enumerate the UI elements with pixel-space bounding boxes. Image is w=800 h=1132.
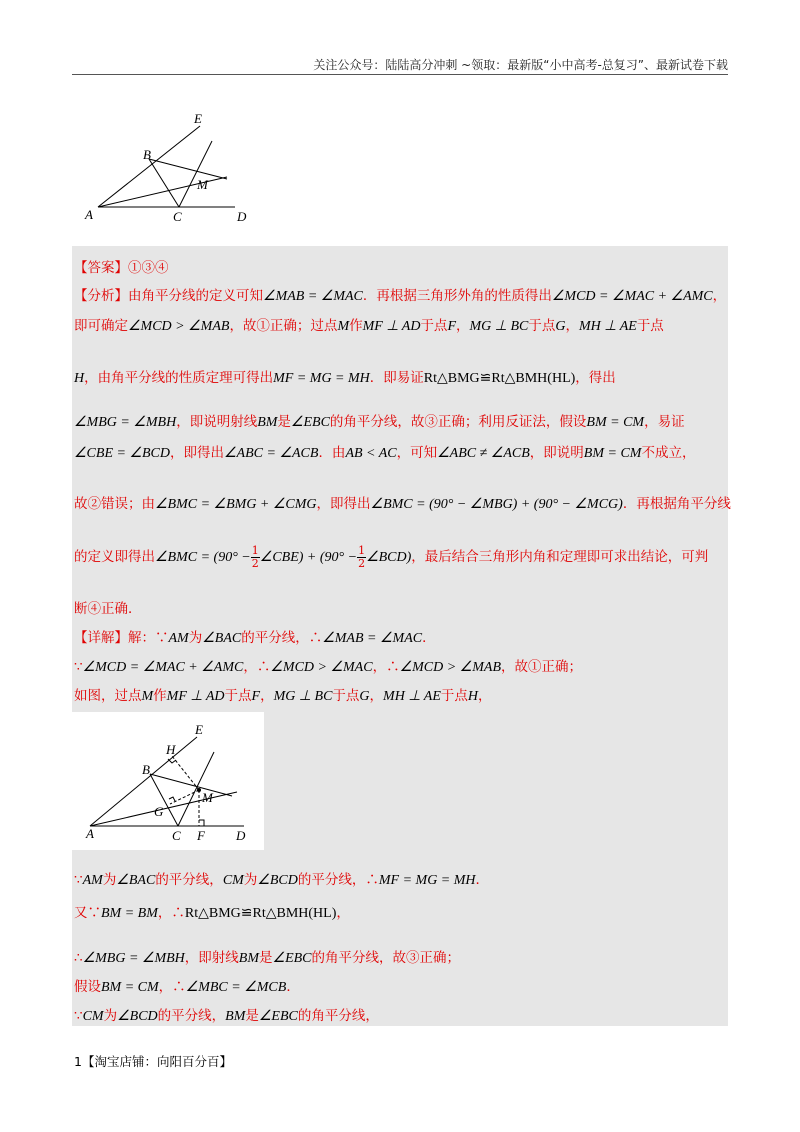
right-angle-f: [199, 820, 204, 826]
label-a: A: [85, 207, 93, 222]
label-b: B: [143, 147, 151, 162]
answer-value: ①③④: [128, 260, 169, 276]
figure-1-svg: [80, 105, 280, 230]
label-a: A: [86, 826, 94, 841]
detail-line-6: ∴∠MBG = ∠MBH，即射线BM是∠EBC的角平分线，故③正确；: [74, 950, 461, 966]
label-m: M: [197, 177, 208, 192]
detail-line-4: ∵AM为∠BAC的平分线，CM为∠BCD的平分线，∴MF = MG = MH．: [74, 872, 490, 888]
detail-line-2: ∵∠MCD = ∠MAC + ∠AMC，∴∠MCD > ∠MAC，∴∠MCD > ∠MAB，故①正确；: [74, 659, 583, 675]
analysis-line-2: 即可确定∠MCD > ∠MAB，故①正确；过点M作MF ⊥ AD于点F，MG ⊥ BC于点G，MH ⊥ AE于点: [74, 318, 664, 334]
answer-line: [74, 256, 169, 276]
analysis-line-4: ∠MBG = ∠MBH，即说明射线BM是∠EBC的角平分线，故③正确；利用反证法，假设BM = CM，易证: [74, 414, 685, 430]
analysis-line-7: 的定义即得出∠BMC = (90° − $\frac{1}{2}$ ∠CBE) + (90° − $\frac{1}{2}$ ∠BCD)，最后结合三角形内角和定理即可求出结论，可判: [74, 544, 709, 570]
label-c: C: [173, 209, 182, 224]
analysis-line-1: 【分析】由角平分线的定义可知∠MAB = ∠MAC．再根据三角形外角的性质得出∠MCD = ∠MAC + ∠AMC，: [74, 288, 727, 304]
analysis-line-5: ∠CBE = ∠BCD，即得出∠ABC = ∠ACB．由AB < AC，可知∠ABC ≠ ∠ACB，即说明BM = CM不成立，: [74, 445, 696, 461]
label-e: E: [194, 111, 202, 126]
label-g: G: [154, 804, 164, 819]
page-header: 关注公众号：陆陆高分冲刺 ~领取：最新版“小中高考-总复习”、最新试卷下载: [313, 58, 728, 72]
detail-tag: 【详解】: [74, 630, 128, 646]
geometry-figure-1: [80, 105, 280, 230]
answer-tag: 【答案】: [74, 260, 128, 276]
segment-mh: [172, 756, 199, 790]
analysis-tag: 【分析】: [74, 288, 128, 304]
detail-line-3: 如图，过点M作MF ⊥ AD于点F，MG ⊥ BC于点G，MH ⊥ AE于点H，: [74, 688, 492, 704]
line-bm: [150, 774, 232, 796]
label-d: D: [237, 209, 247, 224]
detail-line-8: ∵CM为∠BCD的平分线，BM是∠EBC的角平分线，: [74, 1008, 379, 1024]
label-h: H: [166, 742, 176, 757]
geometry-figure-2: [72, 712, 264, 850]
header-divider: [72, 74, 728, 75]
label-f: F: [197, 828, 205, 843]
fraction-half-2: $\frac{1}{2}$: [358, 544, 366, 570]
point-m-dot: [197, 788, 201, 792]
line-am: [90, 792, 237, 826]
line-bm: [149, 159, 227, 179]
detail-line-5: 又∵BM = BM，∴Rt△BMG≌Rt△BMH(HL)，: [74, 905, 350, 921]
right-angle-g: [169, 797, 175, 801]
detail-line-7: 假设BM = CM，∴∠MBC = ∠MCB．: [74, 979, 300, 995]
fraction-half-1: $\frac{1}{2}$: [251, 544, 259, 570]
figure-2-svg: [72, 712, 264, 850]
label-m: M: [202, 790, 213, 805]
right-angle-h: [168, 759, 176, 763]
label-c: C: [172, 828, 181, 843]
line-cm: [178, 752, 214, 826]
page-footer: 1【淘宝店铺：向阳百分百】: [74, 1054, 232, 1069]
ray-ae: [90, 737, 197, 826]
segment-bc: [149, 159, 179, 207]
label-e: E: [195, 722, 203, 737]
detail-line-1: 【详解】解：∵AM为∠BAC的平分线，∴∠MAB = ∠MAC．: [74, 630, 436, 646]
analysis-line-8: 断④正确．: [74, 601, 142, 617]
analysis-line-3: H，由角平分线的性质定理可得出MF = MG = MH．即易证Rt△BMG≌Rt△BMH(HL)，得出: [74, 370, 616, 386]
label-d: D: [236, 828, 246, 843]
label-b: B: [142, 762, 150, 777]
analysis-line-6: 故②错误；由∠BMC = ∠BMG + ∠CMG，即得出∠BMC = (90° − ∠MBG) + (90° − ∠MCG)．再根据角平分线: [74, 496, 731, 512]
